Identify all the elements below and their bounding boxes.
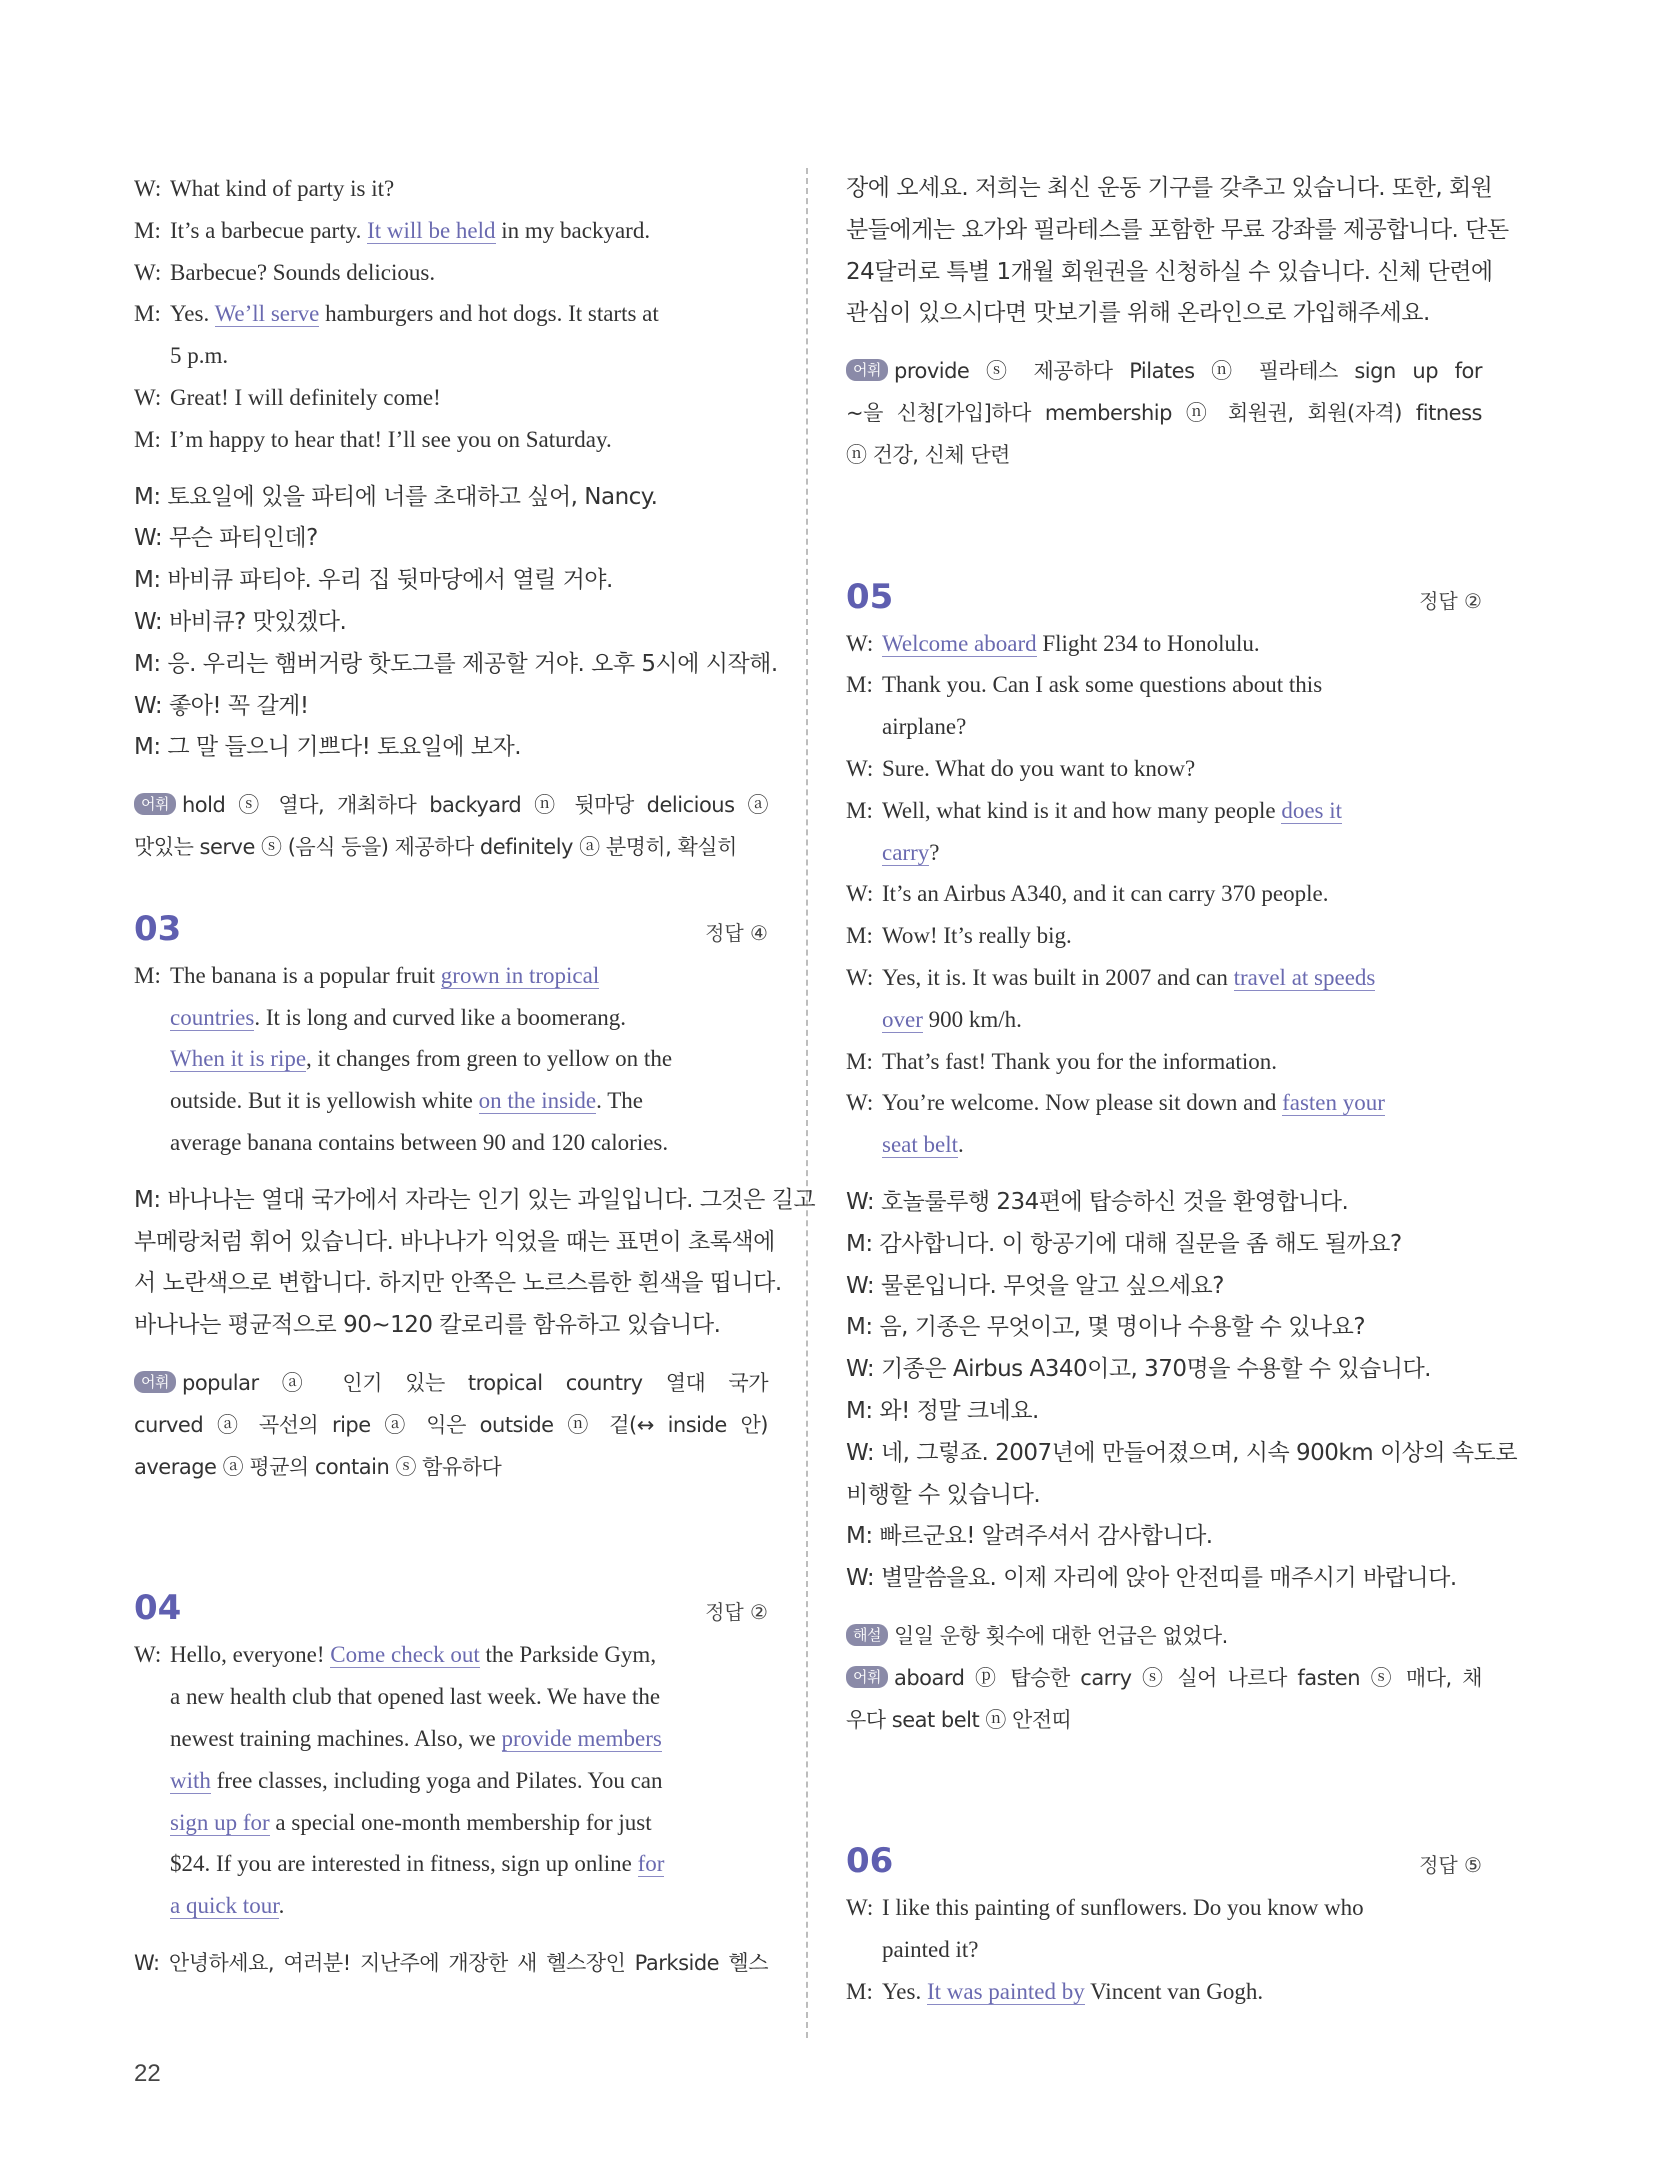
question-03-script	[134, 955, 768, 1164]
column-divider	[806, 168, 808, 2038]
question-05-vocab	[846, 1658, 1482, 1742]
vocab-badge: 어휘	[134, 793, 176, 815]
text-line: W: 물론입니다. 무엇을 알고 싶으세요?	[846, 1272, 1224, 1299]
text-line: W: 기종은 Airbus A340이고, 370명을 수용할 수 있습니다.	[846, 1356, 1431, 1383]
question-04-header	[134, 1588, 768, 1628]
dialogue-line	[134, 210, 768, 252]
right-column	[846, 168, 1518, 2013]
dialogue-line	[846, 1082, 1482, 1124]
text-line: W: 호놀룰루행 234편에 탑승하신 것을 환영합니다.	[846, 1188, 1349, 1215]
question-06-script	[846, 1887, 1482, 2012]
explain-badge: 해설	[846, 1624, 888, 1646]
key-phrase: It was painted by	[926, 1978, 1085, 2004]
speaker-label: M:	[134, 301, 161, 327]
dialogue-line	[134, 335, 768, 377]
key-phrase: carry	[882, 839, 930, 865]
dialogue-text: Sure. What do you want to know?	[882, 755, 1196, 781]
dialogue-line	[846, 1971, 1482, 2013]
speaker-label: W:	[846, 1895, 874, 1921]
speaker-label: W:	[134, 1642, 162, 1668]
vocab-line: 어휘 provide ⓢ 제공하다 Pilates ⓝ 필라테스 sign up for	[846, 351, 1482, 393]
dialogue-line	[846, 915, 1482, 957]
speaker-label: M:	[846, 1978, 873, 2004]
question-04-script	[134, 1634, 768, 1927]
text-line: W: 바비큐? 맛있겠다.	[134, 608, 347, 635]
key-phrase: We’ll serve	[214, 301, 320, 327]
text-line: M: 토요일에 있을 파티에 너를 초대하고 싶어, Nancy.	[134, 483, 658, 510]
dialogue-line	[134, 955, 768, 997]
key-phrase: It will be held	[367, 217, 496, 243]
dialogue-text: I’m happy to hear that! I’ll see you on Saturday.	[170, 426, 612, 452]
dialogue-line	[134, 1038, 768, 1080]
key-phrase: on the inside	[478, 1088, 597, 1114]
key-phrase: seat belt	[882, 1132, 958, 1158]
key-phrase: Welcome aboard	[882, 630, 1037, 656]
vocab-line: average ⓐ 평균의 contain ⓢ 함유하다	[134, 1454, 502, 1479]
question-03-header	[134, 909, 768, 949]
text-line: 24달러로 특별 1개월 회원권을 신청하실 수 있습니다. 신체 단련에	[846, 258, 1493, 285]
question-number: 05	[846, 576, 894, 617]
dialogue-text: painted it?	[882, 1937, 979, 1963]
speaker-label: W:	[846, 755, 874, 781]
dialogue-line	[134, 1760, 768, 1802]
key-phrase: countries	[170, 1004, 255, 1030]
speaker-label: W:	[134, 384, 162, 410]
speaker-label: M:	[846, 797, 873, 823]
question-04-korean-cont	[846, 168, 1509, 335]
vocab-line: curved ⓐ 곡선의 ripe ⓐ 익은 outside ⓝ 겉(↔ inside 안)	[134, 1412, 768, 1437]
dialogue-line	[134, 419, 768, 461]
dialogue-text: airplane?	[882, 714, 967, 740]
key-phrase: a quick tour	[170, 1893, 279, 1919]
dialogue-line	[134, 1122, 768, 1164]
dialogue-text: with free classes, including yoga and Pilates. You can	[170, 1767, 663, 1793]
key-phrase: Come check out	[330, 1642, 480, 1668]
dialogue-text: That’s fast! Thank you for the information.	[882, 1048, 1277, 1074]
dialogue-line	[846, 957, 1482, 999]
dialogue-line	[134, 997, 768, 1039]
vocab-badge: 어휘	[134, 1371, 176, 1393]
dialogue-text: Hello, everyone! Come check out the Parkside Gym,	[170, 1642, 657, 1668]
speaker-label: M:	[846, 923, 873, 949]
question-03-korean	[134, 1180, 816, 1347]
question-05-script	[846, 623, 1482, 1166]
dialogue-line	[134, 377, 768, 419]
dialogue-line	[134, 252, 768, 294]
dialogue-text: Yes, it is. It was built in 2007 and can travel at speeds	[882, 964, 1376, 990]
dialogue-line	[846, 1887, 1482, 1929]
key-phrase: travel at speeds	[1233, 964, 1376, 990]
dialogue-line	[134, 1080, 768, 1122]
text-line: W: 네, 그렇죠. 2007년에 만들어졌으며, 시속 900km 이상의 속도로	[846, 1439, 1518, 1466]
dialogue-text: The banana is a popular fruit grown in tropical	[170, 962, 600, 988]
dialogue-text: What kind of party is it?	[170, 176, 395, 201]
speaker-label: W:	[134, 259, 162, 285]
dialogue-text: over 900 km/h.	[882, 1006, 1022, 1032]
dialogue-text: outside. But it is yellowish white on the inside. The	[170, 1088, 643, 1114]
text-line: 분들에게는 요가와 필라테스를 포함한 무료 강좌를 제공합니다. 단돈	[846, 216, 1509, 243]
dialogue-line	[134, 1634, 768, 1676]
dialogue-line	[134, 293, 768, 335]
question-05-korean	[846, 1182, 1518, 1600]
speaker-label: M:	[134, 217, 161, 243]
text-line: 비행할 수 있습니다.	[846, 1481, 1041, 1508]
dialogue-line	[134, 1843, 768, 1885]
dialogue-line	[846, 999, 1482, 1041]
dialogue-line	[134, 1676, 768, 1718]
vocab-line: 어휘 aboard ⓟ 탑승한 carry ⓢ 실어 나르다 fasten ⓢ 매다, 채	[846, 1658, 1482, 1700]
dialogue-line	[846, 748, 1482, 790]
dialogue-text: It’s a barbecue party. It will be held in my backyard.	[170, 217, 651, 243]
vocab-badge: 어휘	[846, 1666, 888, 1688]
question-number: 06	[846, 1841, 894, 1882]
dialogue-line	[846, 706, 1482, 748]
dialogue-text: 5 p.m.	[170, 343, 229, 369]
dialogue-line	[846, 623, 1482, 665]
text-line: M: 그 말 들으니 기쁘다! 토요일에 보자.	[134, 734, 522, 761]
dialogue-line	[134, 168, 768, 210]
dialogue-text: Yes. It was painted by Vincent van Gogh.	[882, 1978, 1264, 2004]
answer-label: 정답 ②	[1419, 588, 1482, 613]
dialogue-text: sign up for a special one-month membership for just	[170, 1809, 652, 1835]
left-column	[134, 168, 816, 1985]
question-number: 04	[134, 1588, 182, 1629]
question-number: 03	[134, 908, 182, 949]
key-phrase: over	[882, 1006, 923, 1032]
vocab-badge: 어휘	[846, 359, 888, 381]
text-line: M: 음, 기종은 무엇이고, 몇 명이나 수용할 수 있나요?	[846, 1314, 1366, 1341]
question-03-vocab	[134, 1363, 768, 1488]
dialogue-line	[846, 1929, 1482, 1971]
korean-translation-top	[134, 477, 778, 770]
text-line: W: 별말씀을요. 이제 자리에 앉아 안전띠를 매주시기 바랍니다.	[846, 1565, 1457, 1592]
dialogue-text: Great! I will definitely come!	[170, 384, 441, 410]
text-line: M: 바나나는 열대 국가에서 자라는 인기 있는 과일입니다. 그것은 길고	[134, 1186, 816, 1213]
dialogue-text: seat belt.	[882, 1132, 964, 1158]
text-line: 장에 오세요. 저희는 최신 운동 기구를 갖추고 있습니다. 또한, 회원	[846, 175, 1493, 201]
dialogue-text: I like this painting of sunflowers. Do you know who	[882, 1895, 1364, 1921]
vocab-line: ⓝ 건강, 신체 단련	[846, 442, 1010, 467]
dialogue-line	[846, 1041, 1482, 1083]
speaker-label: M:	[846, 1048, 873, 1074]
key-phrase: does it	[1281, 797, 1343, 823]
question-06-header	[846, 1841, 1482, 1881]
vocab-line: 어휘 popular ⓐ 인기 있는 tropical country 열대 국가	[134, 1363, 768, 1405]
vocab-line: 우다 seat belt ⓝ 안전띠	[846, 1707, 1072, 1732]
text-line: M: 와! 정말 크네요.	[846, 1397, 1039, 1424]
key-phrase: sign up for	[170, 1809, 270, 1835]
question-04-korean-start: W: 안녕하세요, 여러분! 지난주에 개장한 새 헬스장인 Parkside 헬스	[134, 1950, 768, 1975]
dialogue-text: a quick tour.	[170, 1893, 285, 1919]
key-phrase: with	[170, 1767, 211, 1793]
dialogue-text: average banana contains between 90 and 120 calories.	[170, 1129, 669, 1155]
dialogue-text: countries. It is long and curved like a boomerang.	[170, 1004, 627, 1030]
dialogue-line	[846, 832, 1482, 874]
dialogue-line	[846, 664, 1482, 706]
vocab-line: 맛있는 serve ⓢ (음식 등을) 제공하다 definitely ⓐ 분명히, 확실히	[134, 834, 737, 859]
key-phrase: fasten your	[1282, 1090, 1385, 1116]
dialogue-text: You’re welcome. Now please sit down and fasten your	[882, 1090, 1385, 1116]
dialogue-text: Barbecue? Sounds delicious.	[170, 259, 436, 285]
text-line: W: 좋아! 꼭 갈게!	[134, 692, 309, 719]
dialogue-line	[846, 873, 1482, 915]
dialogue-text: Wow! It’s really big.	[882, 923, 1072, 949]
key-phrase: When it is ripe	[170, 1046, 307, 1072]
text-line: W: 무슨 파티인데?	[134, 525, 318, 552]
dialogue-text: newest training machines. Also, we provide members	[170, 1725, 662, 1751]
dialogue-text: $24. If you are interested in fitness, sign up online for	[170, 1851, 665, 1877]
text-line: 바나나는 평균적으로 90~120 칼로리를 함유하고 있습니다.	[134, 1312, 721, 1339]
question-04-vocab	[846, 351, 1482, 476]
dialogue-text: Welcome aboard Flight 234 to Honolulu.	[882, 630, 1260, 656]
vocab-box-top	[134, 785, 768, 869]
dialogue-top	[134, 168, 768, 461]
dialogue-line	[846, 790, 1482, 832]
vocab-line: ~을 신청[가입]하다 membership ⓝ 회원권, 회원(자격) fitness	[846, 400, 1482, 425]
answer-label: 정답 ⑤	[1419, 1853, 1482, 1878]
explanation-text: 일일 운항 횟수에 대한 언급은 없었다.	[893, 1623, 1228, 1648]
dialogue-text: Yes. We’ll serve hamburgers and hot dogs. It starts at	[170, 301, 659, 327]
text-line: M: 응. 우리는 햄버거랑 핫도그를 제공할 거야. 오후 5시에 시작해.	[134, 650, 778, 677]
text-line: 관심이 있으시다면 맛보기를 위해 온라인으로 가입해주세요.	[846, 300, 1430, 327]
speaker-label: W:	[134, 176, 162, 201]
speaker-label: M:	[134, 962, 161, 988]
key-phrase: provide members	[501, 1725, 662, 1751]
speaker-label: W:	[846, 881, 874, 907]
dialogue-text: It’s an Airbus A340, and it can carry 370 people.	[882, 881, 1329, 907]
key-phrase: grown in tropical	[440, 962, 600, 988]
dialogue-line	[846, 1124, 1482, 1166]
answer-label: 정답 ②	[705, 1600, 768, 1625]
text-line: 서 노란색으로 변합니다. 하지만 안쪽은 노르스름한 흰색을 띱니다.	[134, 1270, 782, 1297]
speaker-label: M:	[846, 672, 873, 698]
dialogue-line	[134, 1802, 768, 1844]
key-phrase: for	[637, 1851, 665, 1877]
vocab-line: 어휘 hold ⓢ 열다, 개최하다 backyard ⓝ 뒷마당 delicious ⓐ	[134, 785, 768, 827]
dialogue-text: Thank you. Can I ask some questions about this	[882, 672, 1323, 698]
dialogue-text: Well, what kind is it and how many people does it	[882, 797, 1343, 823]
speaker-label: W:	[846, 964, 874, 990]
speaker-label: W:	[846, 1090, 874, 1116]
dialogue-text: When it is ripe, it changes from green to yellow on the	[170, 1046, 673, 1072]
speaker-label: M:	[134, 426, 161, 452]
text-line: M: 감사합니다. 이 항공기에 대해 질문을 좀 해도 될까요?	[846, 1230, 1402, 1257]
answer-label: 정답 ④	[705, 920, 768, 945]
text-line: M: 바비큐 파티야. 우리 집 뒷마당에서 열릴 거야.	[134, 567, 613, 594]
speaker-label: W:	[846, 630, 874, 656]
text-line: M: 빠르군요! 알려주셔서 감사합니다.	[846, 1523, 1213, 1550]
dialogue-line	[134, 1718, 768, 1760]
question-05-header	[846, 577, 1482, 617]
dialogue-line	[134, 1885, 768, 1927]
page-number: 22	[134, 2060, 161, 2087]
dialogue-text: a new health club that opened last week. We have the	[170, 1684, 661, 1710]
dialogue-text: carry?	[882, 839, 940, 865]
explanation	[846, 1616, 1482, 1658]
text-line: 부메랑처럼 휘어 있습니다. 바나나가 익었을 때는 표면이 초록색에	[134, 1228, 775, 1255]
